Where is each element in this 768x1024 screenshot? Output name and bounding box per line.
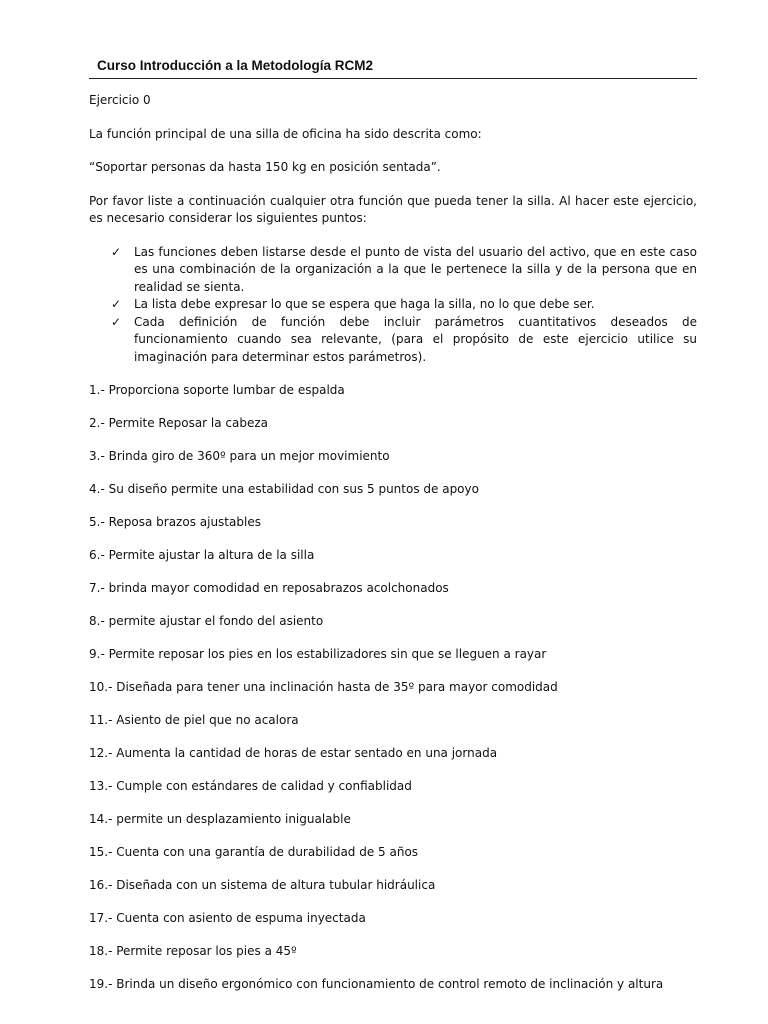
exercise-title: Ejercicio 0 xyxy=(89,93,151,107)
function-item: 16.- Diseñada con un sistema de altura tubular hidráulica xyxy=(89,878,436,892)
functions-list xyxy=(89,382,697,1009)
checklist-item-text: La lista debe expresar lo que se espera que haga la silla, no lo que debe ser. xyxy=(134,297,595,311)
function-item: 11.- Asiento de piel que no acalora xyxy=(89,713,299,727)
function-item: 14.- permite un desplazamiento inigualable xyxy=(89,812,351,826)
function-item: 12.- Aumenta la cantidad de horas de estar sentado en una jornada xyxy=(89,746,498,760)
function-item: 7.- brinda mayor comodidad en reposabrazos acolchonados xyxy=(89,581,449,595)
function-item: 1.- Proporciona soporte lumbar de espalda xyxy=(89,383,345,397)
function-item: 13.- Cumple con estándares de calidad y confiablidad xyxy=(89,779,412,793)
exercise-instruction: Por favor liste a continuación cualquier otra función que pueda tener la silla. Al hacer este ejercicio, es necesario considerar los siguientes puntos: xyxy=(89,193,697,225)
checklist-item-text: Las funciones deben listarse desde el punto de vista del usuario del activo, que en este caso es una combinación de la organización a la que le pertenece la silla y de la persona que en realidad se sienta. xyxy=(134,244,697,294)
function-item: 2.- Permite Reposar la cabeza xyxy=(89,416,269,430)
document-body xyxy=(89,92,697,1009)
page-header xyxy=(89,57,697,79)
function-item: 18.- Permite reposar los pies a 45º xyxy=(89,944,297,958)
document-title: Curso Introducción a la Metodología RCM2 xyxy=(97,58,374,73)
checklist-item xyxy=(89,244,697,297)
function-item: 8.- permite ajustar el fondo del asiento xyxy=(89,614,324,628)
function-item: 17.- Cuenta con asiento de espuma inyectada xyxy=(89,911,366,925)
checklist-item xyxy=(89,314,697,367)
checklist-item-text: Cada definición de función debe incluir parámetros cuantitativos deseados de funcionamiento cuando sea relevante, (para el propósito de este ejercicio utilice su imaginación para determinar estos parámetros). xyxy=(134,314,697,364)
exercise-quote: “Soportar personas da hasta 150 kg en posición sentada”. xyxy=(89,160,441,174)
function-item: 19.- Brinda un diseño ergonómico con funcionamiento de control remoto de inclinación y altura xyxy=(89,977,664,991)
function-item: 3.- Brinda giro de 360º para un mejor movimiento xyxy=(89,449,390,463)
check-mark-icon: ✓ xyxy=(111,244,122,259)
check-mark-icon: ✓ xyxy=(111,297,122,311)
function-item: 6.- Permite ajustar la altura de la silla xyxy=(89,548,315,562)
function-item: 15.- Cuenta con una garantía de durabilidad de 5 años xyxy=(89,845,419,859)
check-mark-icon: ✓ xyxy=(111,314,122,329)
function-item: 5.- Reposa brazos ajustables xyxy=(89,515,261,529)
function-item: 10.- Diseñada para tener una inclinación hasta de 35º para mayor comodidad xyxy=(89,680,558,694)
checklist-item xyxy=(89,296,697,314)
function-item: 9.- Permite reposar los pies en los estabilizadores sin que se lleguen a rayar xyxy=(89,647,547,661)
exercise-intro: La función principal de una silla de oficina ha sido descrita como: xyxy=(89,126,482,141)
function-item: 4.- Su diseño permite una estabilidad con sus 5 puntos de apoyo xyxy=(89,482,479,496)
considerations-checklist xyxy=(89,244,697,367)
